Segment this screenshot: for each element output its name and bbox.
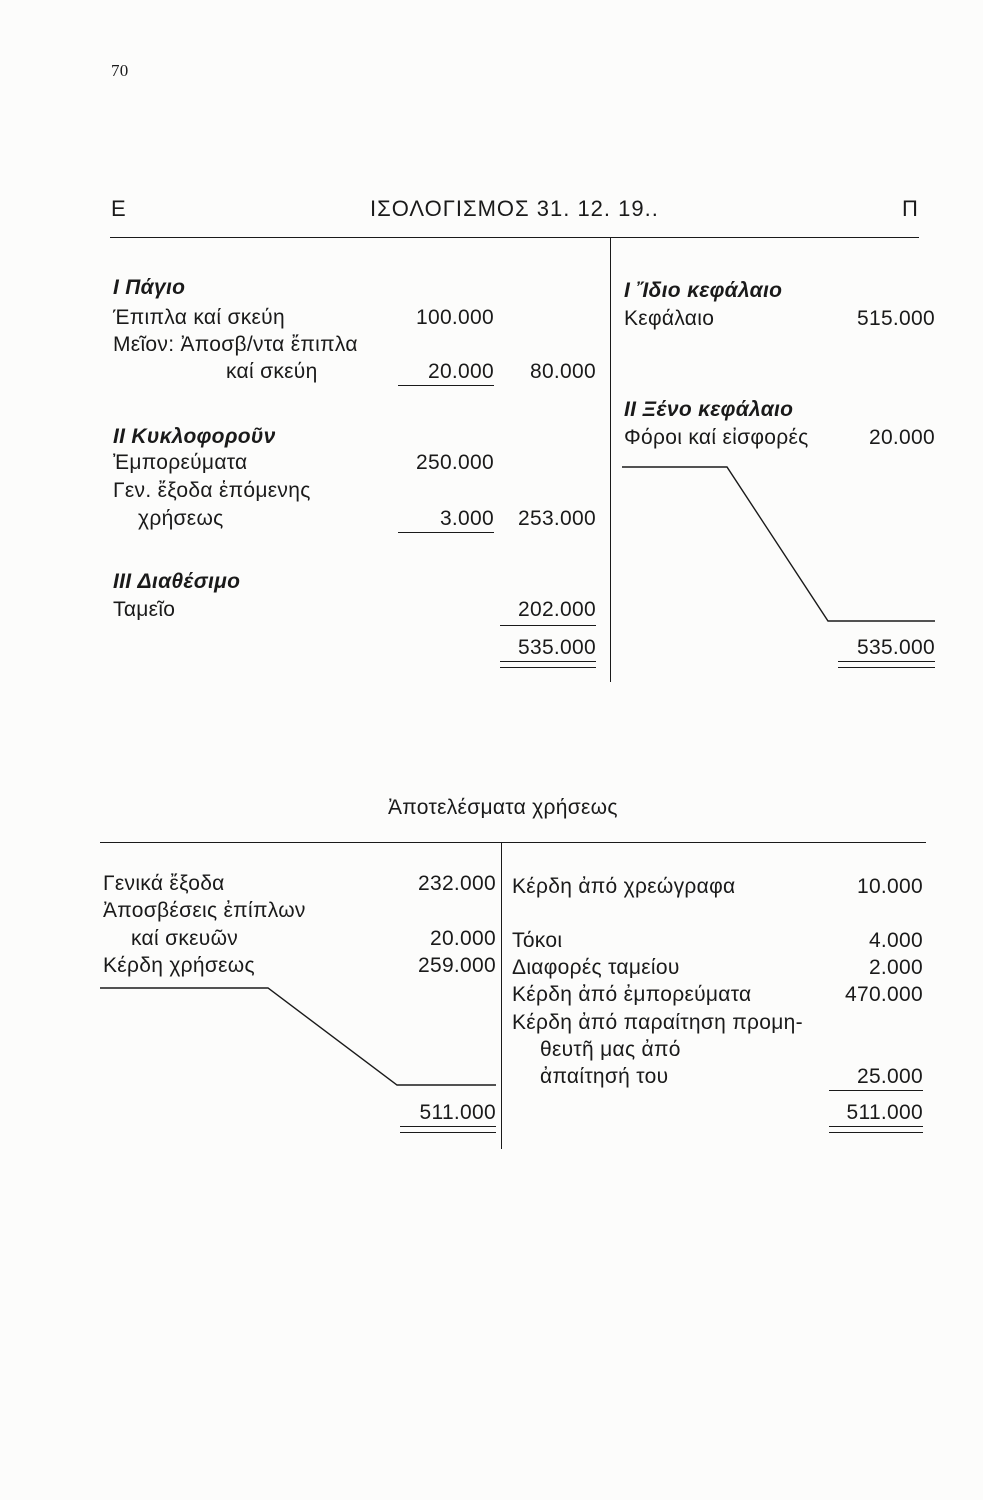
debt-heading: II Ξένο κεφάλαιο [624,398,794,421]
furniture-label: Έπιπλα καί σκεύη [113,306,285,329]
cash-differences-label: Διαφορές ταμείου [512,956,680,979]
capital-label: Κεφάλαιο [624,307,715,330]
liabilities-total: 535.000 [856,636,935,659]
depreciation-expense-label: Ἀποσβέσεις ἐπίπλων [103,899,306,922]
debit-total: 511.000 [419,1101,496,1124]
fixed-assets-heading: I Πάγιο [113,276,186,299]
prepaid-label: Γεν. ἔξοδα ἑπόμενης [113,479,311,502]
depreciation-label: Μεῖον: Ἀποσβ/ντα ἔπιπλα [113,333,358,356]
period-profit-label: Κέρδη χρήσεως [103,954,255,977]
cash-differences-value: 2.000 [868,956,923,979]
taxes-label: Φόροι καί εἰσφορές [624,426,809,449]
bond-profits-value: 10.000 [856,875,923,898]
furniture-value: 100.000 [415,306,494,329]
goods-value: 250.000 [415,451,494,474]
results-closing-line [100,988,496,1085]
depreciation-label-cont: καί σκεύη [226,360,318,383]
general-expenses-label: Γενικά ἔξοδα [103,872,225,895]
current-total-value: 253.000 [517,507,596,530]
waiver-label: Κέρδη ἀπό παραίτηση προμη- [512,1011,803,1034]
results-title: Ἀποτελέσματα χρήσεως [388,796,618,819]
goods-profits-value: 470.000 [844,983,923,1006]
cash-label: Ταμεῖο [113,598,176,621]
liquid-assets-heading: III Διαθέσιμο [113,570,241,593]
general-expenses-value: 232.000 [417,872,496,895]
balance-closing-line [622,467,935,621]
credit-side-label: Π [902,196,919,221]
goods-label: Ἐμπορεύματα [113,451,248,474]
depreciation-expense-label-cont: καί σκευῶν [131,927,239,950]
debit-side-label: Ε [111,196,127,221]
cash-value: 202.000 [517,598,596,621]
depreciation-value: 20.000 [427,360,494,383]
current-assets-heading: II Κυκλοφοροῦν [113,425,276,448]
waiver-value: 25.000 [856,1065,923,1088]
taxes-value: 20.000 [868,426,935,449]
page-number: 70 [111,61,129,80]
interest-value: 4.000 [868,929,923,952]
waiver-label-cont2: ἀπαίτησή του [540,1065,669,1088]
goods-profits-label: Κέρδη ἀπό ἐμπορεύματα [512,983,752,1006]
equity-heading: I Ἴδιο κεφάλαιο [624,279,783,302]
prepaid-label-cont: χρήσεως [138,507,224,530]
prepaid-value: 3.000 [439,507,494,530]
waiver-label-cont: θευτῆ μας ἀπό [540,1038,681,1061]
balance-sheet-title: ΙΣΟΛΟΓΙΣΜΟΣ 31. 12. 19.. [370,196,659,221]
fixed-net-value: 80.000 [529,360,596,383]
depreciation-expense-value: 20.000 [429,927,496,950]
assets-total: 535.000 [517,636,596,659]
period-profit-value: 259.000 [417,954,496,977]
interest-label: Τόκοι [512,929,563,952]
bond-profits-label: Κέρδη ἀπό χρεώγραφα [512,875,736,898]
credit-total: 511.000 [846,1101,923,1124]
capital-value: 515.000 [856,307,935,330]
